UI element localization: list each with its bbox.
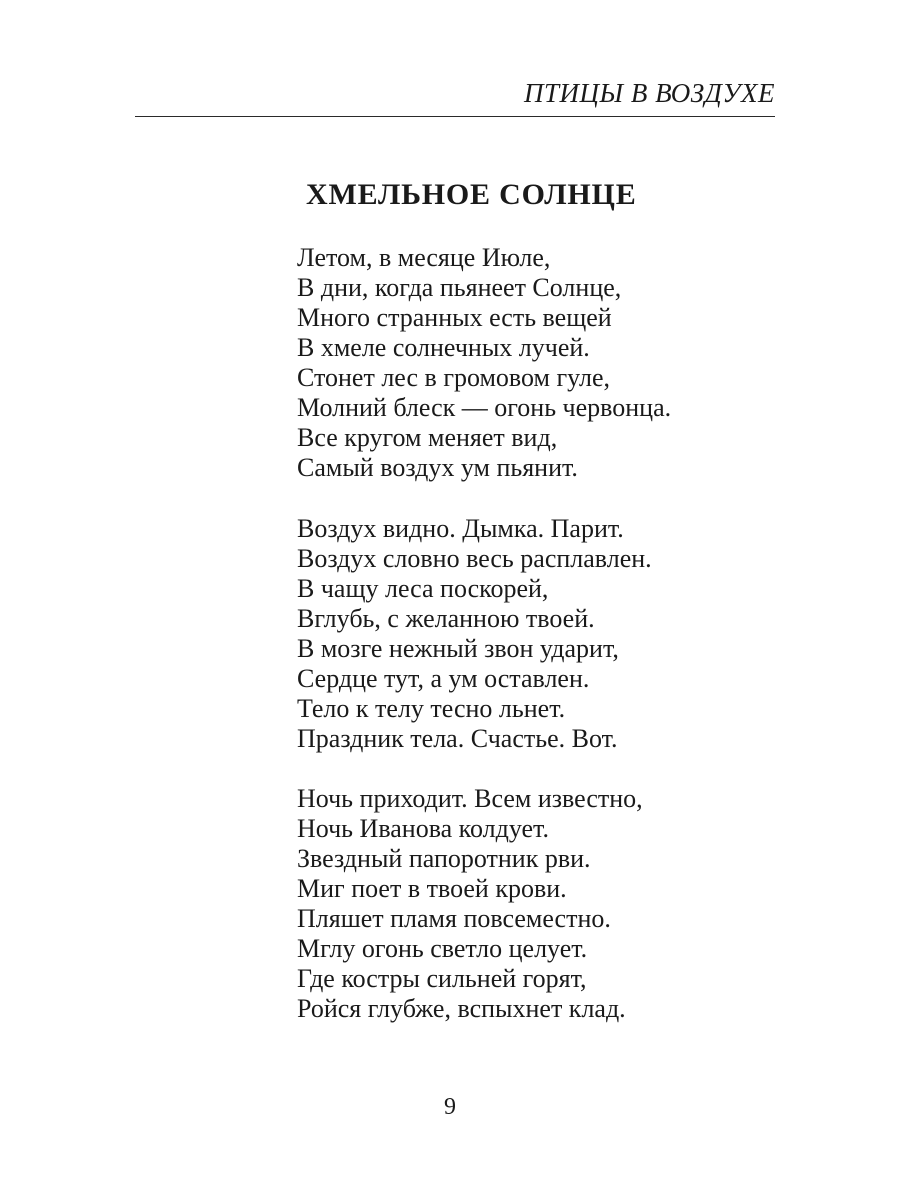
verse-line: Где костры сильней горят, [297,964,587,993]
page-number: 9 [444,1094,456,1120]
stanza-3 [297,784,643,1024]
verse-line: Стонет лес в громовом гуле, [297,363,611,392]
stanza-2 [297,514,652,754]
verse-line: Воздух видно. Дымка. Парит. [297,514,624,543]
verse-line: В хмеле солнечных лучей. [297,333,590,362]
verse-line: Воздух словно весь расплавлен. [297,544,652,573]
verse-line: В чащу леса поскорей, [297,574,549,603]
stanza-1 [297,243,671,483]
verse-line: Звездный папоротник рви. [297,844,591,873]
verse-line: Молний блеск — огонь червонца. [297,393,672,422]
verse-line: Сердце тут, а ум оставлен. [297,664,590,693]
verse-line: В дни, когда пьянеет Солнце, [297,273,622,302]
verse-line: Ночь Иванова колдует. [297,814,549,843]
verse-line: Вглубь, с желанною твоей. [297,604,595,633]
verse-line: Праздник тела. Счастье. Вот. [297,724,618,753]
running-head-title: ПТИЦЫ В ВОЗДУХЕ [524,78,775,108]
running-head [135,76,775,117]
verse-line: В мозге нежный звон ударит, [297,634,619,663]
verse-line: Ройся глубже, вспыхнет клад. [297,994,626,1023]
verse-line: Пляшет пламя повсеместно. [297,904,611,933]
verse-line: Ночь приходит. Всем известно, [297,784,643,813]
verse-line: Миг поет в твоей крови. [297,874,567,903]
verse-line: Летом, в месяце Июле, [297,243,551,272]
verse-line: Тело к телу тесно льнет. [297,694,566,723]
verse-line: Мглу огонь светло целует. [297,934,588,963]
verse-line: Самый воздух ум пьянит. [297,453,578,482]
poem-title: ХМЕЛЬНОЕ СОЛНЦЕ [306,178,637,211]
verse-line: Много странных есть вещей [297,303,612,332]
verse-line: Все кругом меняет вид, [297,423,558,452]
